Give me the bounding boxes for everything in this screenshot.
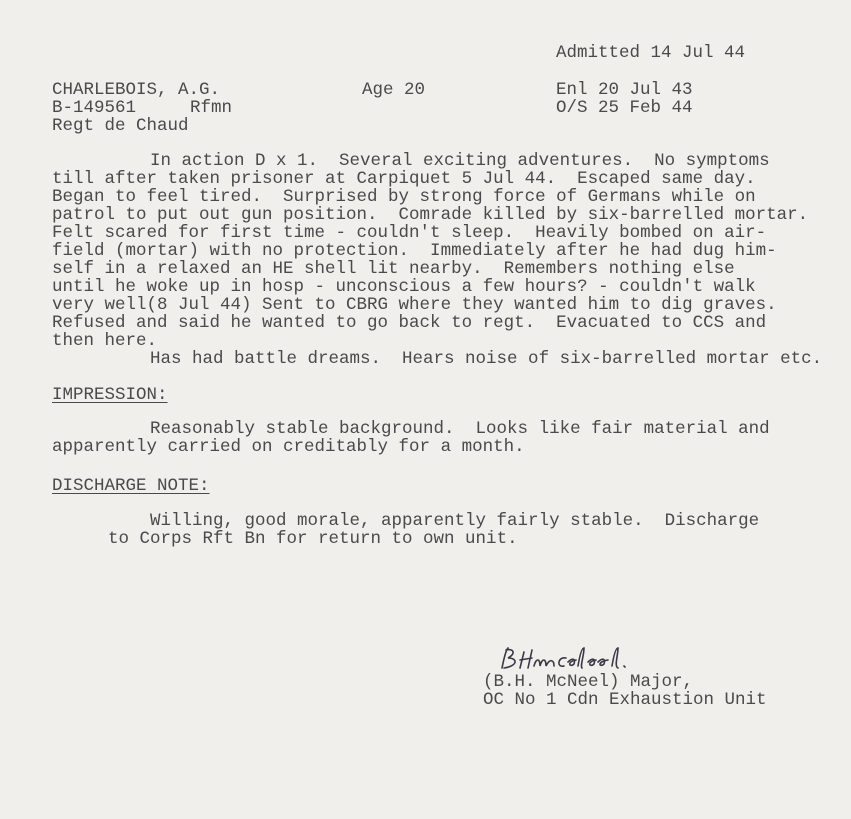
rank: Rfmn: [190, 98, 233, 118]
history-line: field (mortar) with no protection. Immediately after he had dug him-: [52, 241, 777, 261]
discharge-line: Willing, good morale, apparently fairly stable. Discharge: [150, 511, 760, 531]
history-line: then here.: [52, 331, 158, 351]
history-line: Refused and said he wanted to go back to regt. Evacuated to CCS and: [52, 313, 767, 333]
unit: Regt de Chaud: [52, 116, 189, 136]
signatory-position: OC No 1 Cdn Exhaustion Unit: [483, 690, 767, 710]
impression-heading: IMPRESSION:: [52, 385, 168, 405]
history-line: Felt scared for first time - couldn't sleep. Heavily bombed on air-: [52, 223, 767, 243]
overseas-date: O/S 25 Feb 44: [556, 98, 693, 118]
history-line: Began to feel tired. Surprised by strong force of Germans while on: [52, 187, 756, 207]
handwritten-signature: [498, 644, 638, 674]
patient-name: CHARLEBOIS, A.G.: [52, 80, 221, 100]
signatory-name: (B.H. McNeel) Major,: [483, 672, 694, 692]
history-line: self in a relaxed an HE shell lit nearby. Remembers nothing else: [52, 259, 735, 279]
discharge-line: to Corps Rft Bn for return to own unit.: [108, 529, 518, 549]
history-line: till after taken prisoner at Carpiquet 5 Jul 44. Escaped same day.: [52, 169, 756, 189]
history-line: until he woke up in hosp - unconscious a few hours? - couldn't walk: [52, 277, 756, 297]
history-line: Has had battle dreams. Hears noise of six-barrelled mortar etc.: [150, 349, 823, 369]
history-line: In action D x 1. Several exciting adventures. No symptoms: [150, 151, 770, 171]
patient-age: Age 20: [362, 80, 426, 100]
discharge-heading: DISCHARGE NOTE:: [52, 476, 210, 496]
admitted-date: Admitted 14 Jul 44: [556, 43, 746, 63]
impression-line: apparently carried on creditably for a month.: [52, 437, 525, 457]
service-number: B-149561: [52, 98, 137, 118]
impression-line: Reasonably stable background. Looks like fair material and: [150, 419, 770, 439]
enlisted-date: Enl 20 Jul 43: [556, 80, 693, 100]
history-line: patrol to put out gun position. Comrade killed by six-barrelled mortar.: [52, 205, 809, 225]
history-line: very well(8 Jul 44) Sent to CBRG where they wanted him to dig graves.: [52, 295, 777, 315]
